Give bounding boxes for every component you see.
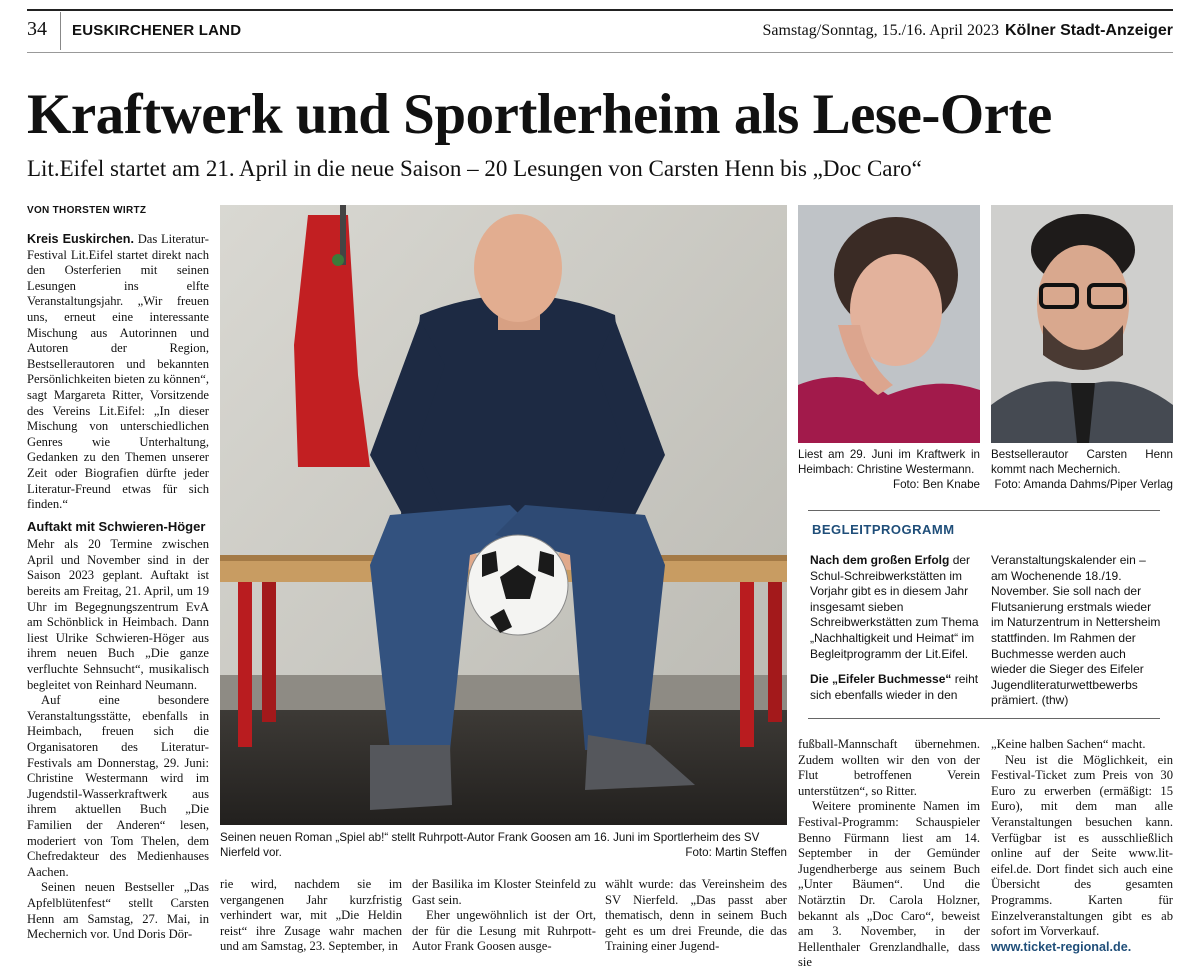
caption-text: Seinen neuen Roman „Spiel ab!“ stellt Ruhrpott-Autor Frank Goosen am 16. Juni im Sportlerheim des SV Nierfeld vor. xyxy=(220,831,760,859)
box-top-rule xyxy=(808,510,1160,511)
byline: VON THORSTEN WIRTZ xyxy=(27,205,147,216)
paragraph: Auf eine besondere Veranstaltungsstätte, ebenfalls in Heimbach, freuen sich die Organisatoren des Literatur-Festivals am Donnerstag, 29. Juni: Christine Westermann wird im Jugendstil-Wasserkraftwerk aus ihrem aktuellen Buch „Die Familien der Anderen“ lesen, moderiert von Tom Thelen, dem Chefredakteur des Medienhauses Aachen. xyxy=(27,693,209,879)
section-title: EUSKIRCHENER LAND xyxy=(72,22,242,39)
photo-credit: Foto: Ben Knabe xyxy=(892,478,980,491)
portrait-image xyxy=(798,205,980,443)
main-photo-frank-goosen xyxy=(220,205,787,825)
caption-text: Liest am 29. Juni im Kraftwerk in Heimbach: Christine Westermann. xyxy=(798,448,980,476)
box-column-left xyxy=(810,553,980,703)
paragraph: wählt wurde: das Vereinsheim des SV Nierfeld. „Das passt aber thematisch, denn in seinem Buch geht es um drei Freunde, die das Training einer Jugend- xyxy=(605,877,787,954)
paragraph: der Basilika im Kloster Steinfeld zu Gast sein. xyxy=(412,877,596,907)
top-rule xyxy=(27,9,1173,11)
subheadline: Lit.Eifel startet am 21. April in die neue Saison – 20 Lesungen von Carsten Henn bis „Doc Caro“ xyxy=(27,156,922,181)
paragraph: Weitere prominente Namen im Festival-Programm: Schauspieler Benno Fürmann liest am 14. September in der Gemünder Jugendherberge aus seinem Buch „Unter Bäumen“. Und die Notärztin Dr. Carola Holzner, bekannt als „Doc Caro“, beweist am 3. November, in der Hellenthaler Grenzlandhalle, dass sie xyxy=(798,799,980,970)
paragraph: Neu ist die Möglichkeit, ein Festival-Ticket zum Preis von 30 Euro zu erwerben (ermäßigt: 15 Euro), mit dem man alle Veranstaltungen besuchen kann. Verfügbar ist es ausschließlich online auf der Seite www.lit-eifel.de. Dort findet sich auch eine Übersicht des gesamten Programms. Karten für Einzelveranstaltungen gibt es ab sofort im Vorverkauf. xyxy=(991,752,1173,939)
dateline xyxy=(720,22,1173,40)
paragraph xyxy=(27,232,209,513)
article-column-3 xyxy=(412,877,596,955)
caption-text: Bestsellerautor Carsten Henn kommt nach Mechernich. xyxy=(991,448,1173,476)
box-column-right xyxy=(991,553,1161,709)
dateline-place: Kreis Euskirchen. xyxy=(27,232,134,246)
paragraph: rie wird, nachdem sie im vergangenen Jahr kurzfristig verhindert war, mit „Die Heldin reist“ ihre Zusage wahr machen und am Samstag, 23. September, in xyxy=(220,877,402,954)
header-divider xyxy=(60,12,61,50)
box-text: Veranstaltungskalender ein – am Wochenende 18./19. November. Sie soll nach der Flutsanierung erstmals wieder im Naturzentrum in Nettersheim stattfinden. Im Rahmen der Buchmesse werden auch wieder die Sieger des Eifeler Jugendliteraturwettbewerbs prämiert. (thw) xyxy=(991,553,1161,708)
issue-date: Samstag/Sonntag, 15./16. April 2023 xyxy=(762,22,999,39)
paragraph: Eher ungewöhnlich ist der Ort, der für die Lesung mit Ruhrpott-Autor Frank Goosen ausge- xyxy=(412,908,596,954)
main-photo-caption xyxy=(220,830,787,860)
article-column-2 xyxy=(220,877,402,955)
photo-credit: Foto: Martin Steffen xyxy=(685,846,787,859)
page-number: 34 xyxy=(27,18,47,40)
photo-credit: Foto: Amanda Dahms/Piper Verlag xyxy=(994,478,1173,491)
paragraph: Mehr als 20 Termine zwischen April und November sind in der Saison 2023 geplant. Auftakt ist bereits am Freitag, 21. April, um 19 Uhr im Begegnungszentrum EvA am Schönblick in Heimbach. Dann liest Ulrike Schwieren-Höger aus ihrem neuen Buch „Die ganze verfluchte Sehnsucht“, musikalisch begleitet von Reinhard Neumann. xyxy=(27,537,209,692)
box-text: reiht sich ebenfalls wieder in den xyxy=(810,672,979,702)
article-column-1 xyxy=(27,232,209,943)
subheading: Auftakt mit Schwieren-Höger xyxy=(27,518,206,534)
paragraph: fußball-Mannschaft übernehmen. Zudem wollten wir den von der Flut betroffenen Verein unterstützen“, so Ritter. xyxy=(798,737,980,798)
article-column-4 xyxy=(605,877,787,955)
newspaper-name: Kölner Stadt-Anzeiger xyxy=(1004,22,1173,39)
box-lead: Die „Eifeler Buchmesse“ xyxy=(810,672,952,687)
paragraph: Seinen neuen Bestseller „Das Apfelblütenfest“ stellt Carsten Henn am Samstag, 27. Mai, in Mechernich vor. Und Doris Dör- xyxy=(27,880,209,942)
portrait-carsten-henn xyxy=(991,205,1173,443)
box-text: der Schul-Schreibwerkstätten im Vorjahr gibt es in diesem Jahr insgesamt sieben Schreibwerkstätten zum Thema „Nachhaltigkeit und Heimat“ im Begleitprogramm der Lit.Eifel. xyxy=(810,553,979,661)
article-column-5 xyxy=(798,737,980,971)
main-photo-image xyxy=(220,205,787,825)
header-rule xyxy=(27,52,1173,53)
portrait-right-caption xyxy=(991,447,1173,492)
portrait-christine-westermann xyxy=(798,205,980,443)
portrait-left-caption xyxy=(798,447,980,492)
paragraph-text: Das Literatur-Festival Lit.Eifel startet direkt nach den Osterferien mit seinen Lesungen ins elfte Veranstaltungsjahr. „Wir freuen uns, erneut eine interessante Mischung aus Autorinnen und Autoren der Region, Bestsellerautoren und bekannten Persönlichkeiten bieten zu können“, sagt Margareta Ritter, Vorsitzende des Vereins Lit.Eifel: „In dieser Mischung von unterschiedlichen Genres wie Unterhaltung, Gedanken zu den Themen unserer Zeit oder Biografien dürfte jeder Literatur-Freund etwas für sich finden.“ xyxy=(27,232,209,512)
paragraph: „Keine halben Sachen“ macht. xyxy=(991,737,1146,751)
article-column-6 xyxy=(991,737,1173,955)
ticket-link[interactable]: www.ticket-regional.de. xyxy=(991,939,1132,954)
portrait-image xyxy=(991,205,1173,443)
box-bottom-rule xyxy=(808,718,1160,719)
box-lead: Nach dem großen Erfolg xyxy=(810,553,950,567)
headline: Kraftwerk und Sportlerheim als Lese-Orte xyxy=(27,83,1052,146)
box-title: BEGLEITPROGRAMM xyxy=(812,522,955,537)
